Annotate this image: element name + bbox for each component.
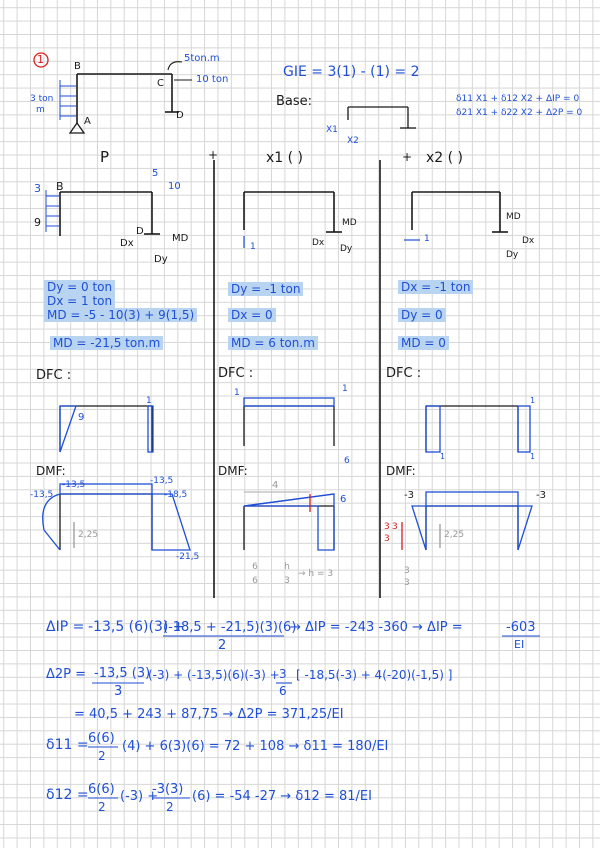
- x2-dx-label: Dx: [522, 236, 535, 246]
- base-x2-label: X2: [347, 136, 359, 146]
- p-load-3: 3: [34, 182, 41, 195]
- x1-unit-label: 1: [250, 242, 256, 252]
- eq2-frac-den: 3: [114, 684, 123, 699]
- p-dfc-label: DFC :: [36, 368, 72, 383]
- x2-dx-value: [398, 280, 473, 294]
- x2-dfc-1a: 1: [530, 396, 536, 405]
- x1-dmf-diagram: [244, 492, 334, 550]
- x2-dmf-m3b: -3: [536, 490, 546, 501]
- x2-dy-value: [398, 308, 446, 322]
- p-dmf-13-5-c: -13,5: [150, 476, 174, 486]
- p-dy-value: [44, 280, 115, 294]
- x1-dx-value: [228, 308, 276, 322]
- x2-dmf-2-25: 2,25: [444, 530, 465, 540]
- x2-dfc-1b: 1: [440, 452, 446, 461]
- x2-dfc-label: DFC :: [386, 366, 422, 381]
- p-md-result: [50, 336, 163, 350]
- eq5-frac-den: 2: [98, 800, 106, 814]
- x1-ratio-result: → h = 3: [298, 569, 334, 579]
- x2-dmf-label: DMF:: [386, 464, 416, 478]
- pin-support-A: [70, 123, 84, 133]
- x1-md-value-text: MD = 6 ton.m: [228, 336, 318, 350]
- moment-arrow: [168, 62, 182, 70]
- p-dmf-13-5-b: -13,5: [30, 490, 54, 500]
- p-node-b: B: [56, 180, 64, 193]
- p-dmf-2-25: 2,25: [78, 530, 99, 540]
- p-column-title: P: [100, 148, 110, 166]
- x1-md-value: [228, 336, 318, 350]
- x2-dmf-33: 3: [392, 522, 398, 532]
- p-dx-value: [44, 294, 115, 308]
- x2-md-label: MD: [506, 212, 521, 222]
- p-moment-5: 5: [152, 168, 159, 179]
- plus-sign-1: +: [208, 148, 219, 162]
- eq2-frac-num: -13,5 (3): [94, 666, 151, 681]
- x2-dmf-m3a: -3: [404, 490, 414, 501]
- x1-dx-label: Dx: [312, 238, 325, 248]
- x2-dfc-1c: 1: [530, 452, 536, 461]
- p-dy-label: Dy: [154, 254, 168, 265]
- x2-dmf-diagram: [402, 492, 532, 550]
- eq2-middle: (-3) + (-13,5)(6)(-3) +: [148, 668, 280, 682]
- dist-load-bottom: m: [36, 105, 45, 115]
- compatibility-equation-2: δ21 X1 + δ22 X2 + Δ2P = 0: [456, 108, 583, 118]
- x1-dx-value-text: Dx = 0: [228, 308, 276, 322]
- eq5-lhs: δ12 =: [46, 787, 89, 803]
- eq1-result-den: EI: [514, 638, 525, 651]
- problem-number: 1: [37, 53, 44, 66]
- x1-dmf-label: DMF:: [218, 464, 248, 478]
- x1-dy-value: [228, 282, 303, 296]
- p-md-calc-text: MD = -5 - 10(3) + 9(1,5): [44, 308, 197, 322]
- eq1-term-a: -13,5 (6)(3) +: [88, 619, 185, 635]
- x1-dfc-1b: 1: [342, 384, 348, 394]
- eq1-lhs: ΔIP =: [46, 619, 85, 635]
- x1-ratio-lhs-top: 6: [252, 562, 258, 572]
- p-load-arrows: [46, 190, 59, 232]
- p-md-result-text: MD = -21,5 ton.m: [50, 336, 163, 350]
- base-x1-label: X1: [326, 125, 338, 135]
- eq4-lhs: δ11 =: [46, 737, 89, 753]
- x1-dmf-6: 6: [340, 494, 347, 505]
- p-dmf-18-5: -18,5: [164, 490, 188, 500]
- x2-dmf-frac-bot: 3: [384, 534, 390, 544]
- p-dx-label: Dx: [120, 238, 134, 249]
- p-dfc-9: 9: [78, 412, 85, 423]
- node-c-label: C: [157, 78, 164, 89]
- moment-load-label: 5ton.m: [184, 53, 220, 64]
- x1-ratio-rhs-bot: 3: [284, 576, 290, 586]
- x2-dmf-frac-top: 3: [384, 522, 390, 532]
- x1-column-title: x1 ( ): [266, 150, 304, 166]
- x1-frame: [244, 192, 342, 232]
- force-load-label: 10 ton: [196, 74, 229, 85]
- plus-sign-2: +: [402, 150, 413, 164]
- p-dfc-1: 1: [146, 396, 152, 406]
- p-dfc-diagram: [60, 406, 153, 452]
- x1-ratio-rhs-top: h: [284, 562, 290, 572]
- x1-dfc-diagram: [244, 398, 334, 446]
- p-force-10: 10: [168, 181, 181, 192]
- base-frame: [348, 107, 416, 128]
- eq3: = 40,5 + 243 + 87,75 → Δ2P = 371,25/EI: [74, 707, 344, 722]
- x2-md-value: [398, 336, 449, 350]
- p-d-node: D: [136, 226, 144, 237]
- x1-md-label: MD: [342, 218, 357, 228]
- p-frame: [60, 192, 160, 236]
- eq5-frac2-num: -3(3): [152, 782, 184, 797]
- x2-unit-label: 1: [424, 234, 430, 244]
- eq1-rest: → ΔIP = -243 -360 → ΔIP =: [290, 620, 463, 635]
- node-b-label: B: [74, 61, 81, 72]
- eq5-frac-num: 6(6): [88, 782, 115, 797]
- x1-dfc-6: 6: [344, 456, 350, 466]
- eq1-frac-num: (-18,5 + -21,5)(3)(6): [163, 620, 297, 635]
- node-d-label: D: [176, 110, 184, 121]
- eq4-rest: (4) + 6(3)(6) = 72 + 108 → δ11 = 180/EI: [122, 739, 389, 754]
- eq5-rest: (6) = -54 -27 → δ12 = 81/EI: [192, 789, 372, 804]
- p-md-label: MD: [172, 233, 189, 244]
- x2-frame: [412, 192, 508, 232]
- eq2-small-frac-num: 3: [279, 667, 287, 681]
- p-load-9: 9: [34, 216, 41, 229]
- p-md-calc: [44, 308, 197, 322]
- x1-dy-value-text: Dy = -1 ton: [228, 282, 303, 296]
- x2-dy-label: Dy: [506, 250, 519, 260]
- eq5-frac2-den: 2: [166, 800, 174, 814]
- eq4-frac-num: 6(6): [88, 731, 115, 746]
- eq1-frac-den: 2: [218, 638, 227, 653]
- eq2-lhs: Δ2P =: [46, 667, 87, 682]
- p-dx-value-text: Dx = 1 ton: [44, 294, 115, 308]
- x1-dfc-1a: 1: [234, 388, 240, 398]
- dist-load-top: 3 ton: [30, 94, 54, 104]
- x2-column-title: x2 ( ): [426, 150, 464, 166]
- x2-bottom-frac-top: 3: [404, 566, 410, 576]
- node-a-label: A: [84, 116, 91, 127]
- x2-md-value-text: MD = 0: [398, 336, 449, 350]
- eq1-result-num: -603: [506, 620, 536, 635]
- compatibility-equation-1: δ11 X1 + δ12 X2 + ΔIP = 0: [456, 94, 580, 104]
- x1-ratio-lhs-bot: 6: [252, 576, 258, 586]
- distributed-load-arrows: [60, 80, 76, 120]
- eq2-small-frac-den: 6: [279, 684, 287, 698]
- p-dmf-label: DMF:: [36, 464, 66, 478]
- x1-dfc-label: DFC :: [218, 366, 254, 381]
- p-dmf-21-5: -21,5: [176, 552, 200, 562]
- gie-equation: GIE = 3(1) - (1) = 2: [283, 64, 420, 80]
- x2-dfc-diagram: [426, 406, 530, 452]
- x2-dy-value-text: Dy = 0: [398, 308, 446, 322]
- base-label: Base:: [276, 94, 313, 109]
- p-dy-value-text: Dy = 0 ton: [44, 280, 115, 294]
- x2-bottom-frac-bot: 3: [404, 578, 410, 588]
- x1-dmf-4: 4: [272, 480, 279, 491]
- eq5-middle: (-3) +: [120, 789, 159, 804]
- eq2-bracket: [ -18,5(-3) + 4(-20)(-1,5) ]: [296, 668, 453, 682]
- x1-dy-label: Dy: [340, 244, 353, 254]
- x2-dx-value-text: Dx = -1 ton: [398, 280, 473, 294]
- eq4-frac-den: 2: [98, 749, 106, 763]
- p-dmf-13-5-a: -13,5: [62, 480, 86, 490]
